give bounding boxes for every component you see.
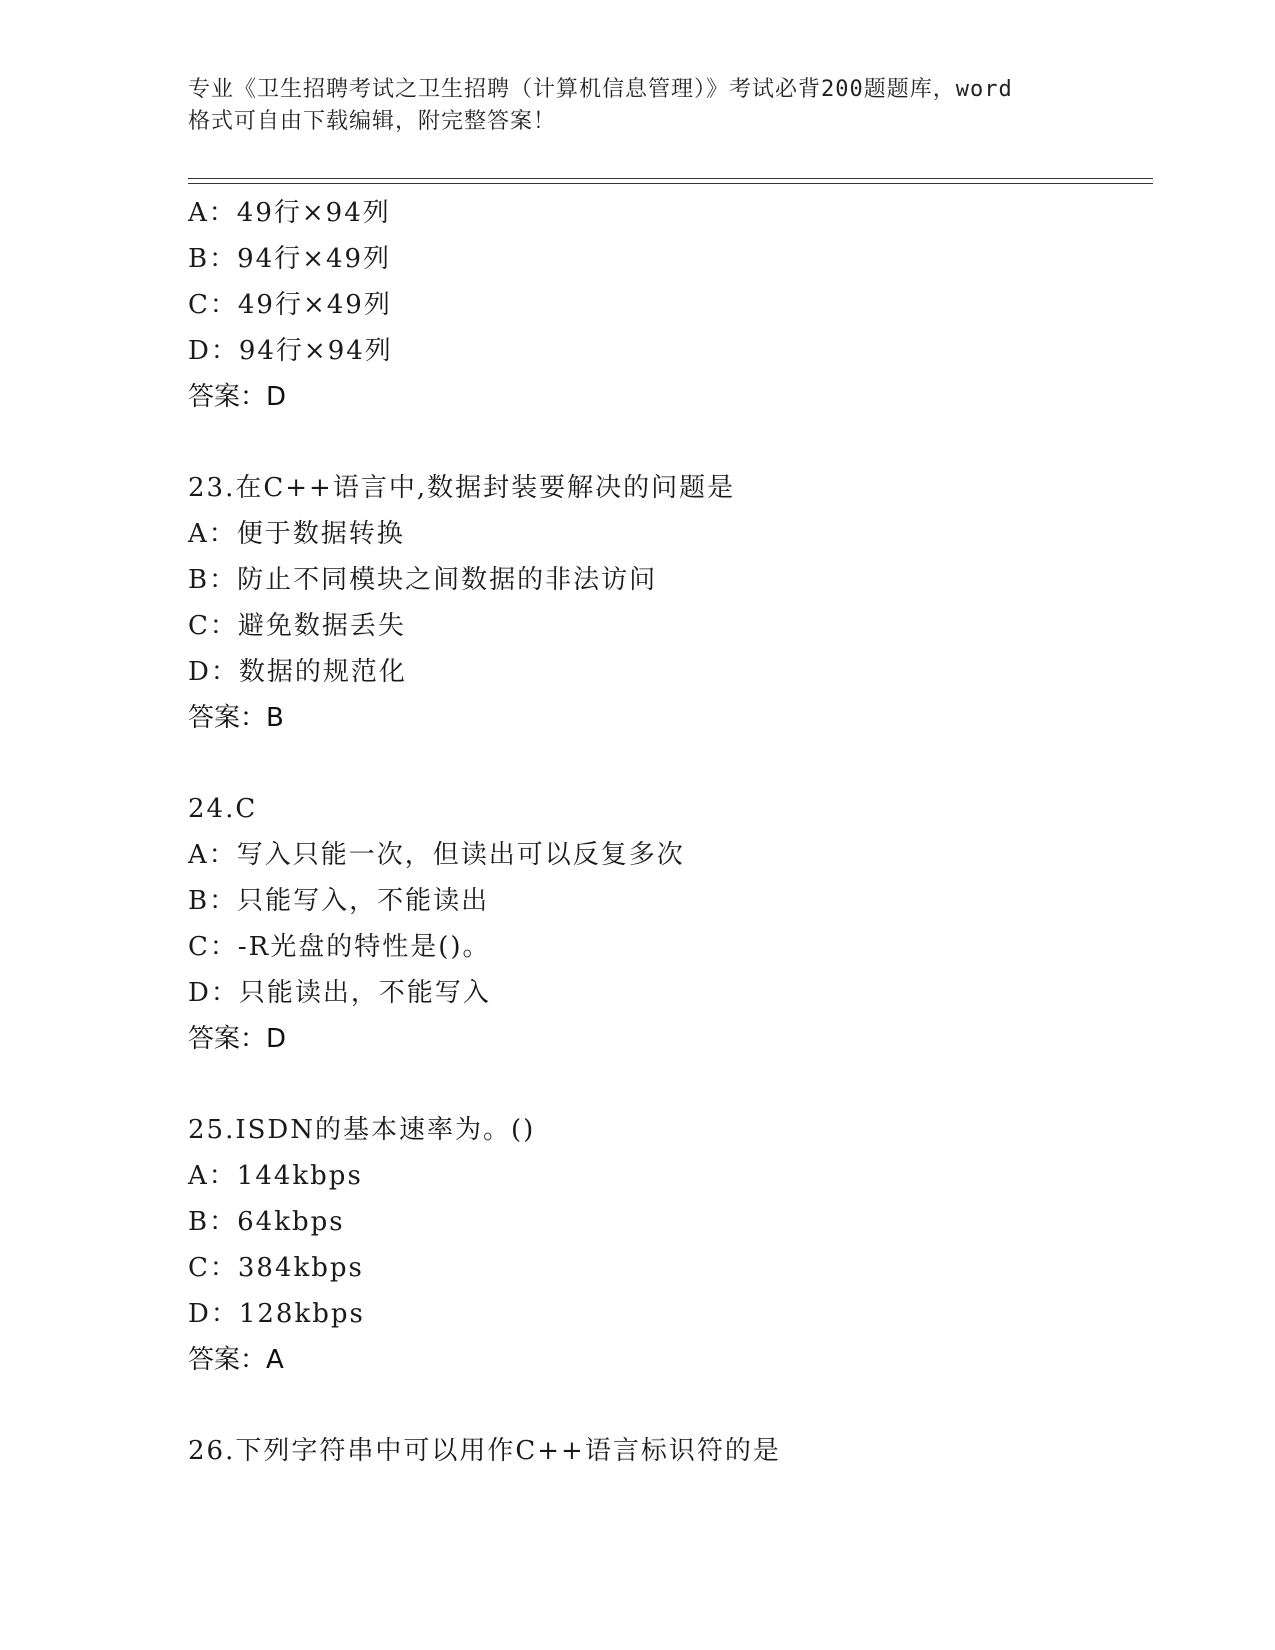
- option-d: D：94行×94列: [188, 336, 393, 366]
- option-c: C：49行×49列: [188, 290, 392, 320]
- spacer: [188, 741, 1148, 786]
- option-b: B：64kbps: [188, 1207, 345, 1237]
- question-block: [188, 1428, 1148, 1474]
- question-text: 24.C: [188, 794, 258, 824]
- answer: 答案：B: [188, 703, 284, 733]
- spacer: [188, 1383, 1148, 1428]
- option-d: D：128kbps: [188, 1299, 365, 1329]
- option-b: B：只能写入，不能读出: [188, 886, 490, 916]
- question-text: 23.在C++语言中,数据封装要解决的问题是: [188, 473, 736, 503]
- option-c: C：避免数据丢失: [188, 611, 406, 641]
- option-b: B：防止不同模块之间数据的非法访问: [188, 565, 658, 595]
- answer: 答案：A: [188, 1345, 284, 1375]
- option-a: A：写入只能一次，但读出可以反复多次: [188, 840, 685, 870]
- spacer: [188, 1062, 1148, 1107]
- question-list: [188, 190, 1148, 1474]
- question-block: [188, 190, 1148, 420]
- option-a: A：便于数据转换: [188, 519, 405, 549]
- header-line-1: 专业《卫生招聘考试之卫生招聘（计算机信息管理）》考试必背200题题库，word: [188, 77, 1013, 102]
- spacer: [188, 420, 1148, 465]
- header-line-2: 格式可自由下载编辑，附完整答案！: [188, 109, 557, 134]
- question-text: 25.ISDN的基本速率为。(): [188, 1115, 536, 1145]
- question-block: [188, 1107, 1148, 1383]
- option-b: B：94行×49列: [188, 244, 392, 274]
- answer: 答案：D: [188, 382, 287, 412]
- document-header: [188, 74, 1088, 138]
- question-block: [188, 786, 1148, 1062]
- question-block: [188, 465, 1148, 741]
- option-c: C：-R光盘的特性是()。: [188, 932, 491, 962]
- option-d: D：数据的规范化: [188, 657, 407, 687]
- option-a: A：144kbps: [188, 1161, 363, 1191]
- question-text: 26.下列字符串中可以用作C++语言标识符的是: [188, 1436, 781, 1466]
- answer: 答案：D: [188, 1024, 287, 1054]
- option-d: D：只能读出，不能写入: [188, 978, 491, 1008]
- option-a: A：49行×94列: [188, 198, 391, 228]
- option-c: C：384kbps: [188, 1253, 364, 1283]
- header-divider-bottom: [188, 183, 1153, 184]
- header-divider-top: [188, 178, 1153, 179]
